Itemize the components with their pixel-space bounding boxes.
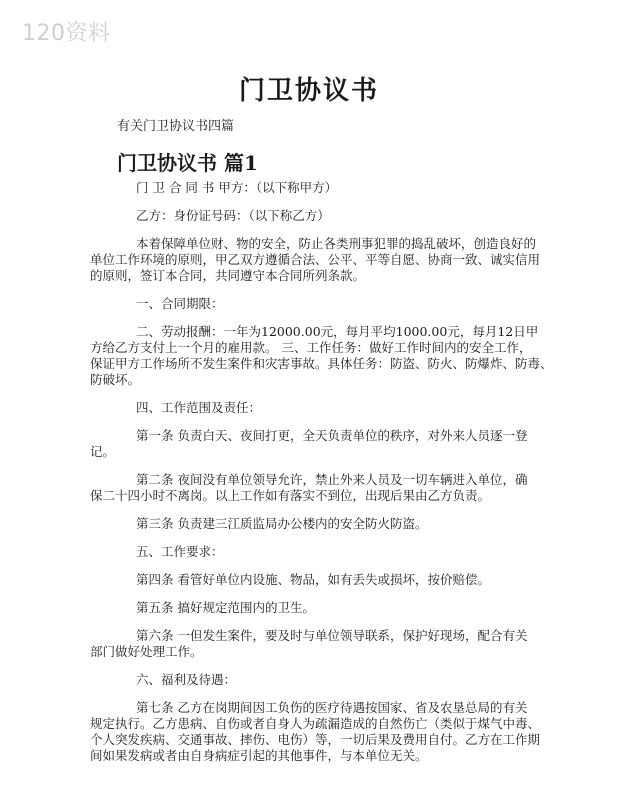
body-line: 第六条 一但发生案件，要及时与单位领导联系，保护好现场，配合有关 xyxy=(136,628,528,643)
body-line: 第五条 搞好规定范围内的卫生。 xyxy=(136,600,315,615)
body-line: 二、劳动报酬：一年为12000.00元，每月平均1000.00元，每月12日甲 xyxy=(136,324,539,339)
body-line: 第一条 负责白天、夜间打更，全天负责单位的秩序，对外来人员逐一登 xyxy=(136,428,528,443)
body-line: 本着保障单位财、物的安全，防止各类刑事犯罪的捣乱破坏，创造良好的 xyxy=(136,236,537,251)
body-line: 乙方：身份证号码：（以下称乙方） xyxy=(136,208,330,223)
body-line: 记。 xyxy=(90,444,116,459)
body-line: 五、工作要求： xyxy=(136,544,224,559)
body-line: 第七条 乙方在岗期间因工负伤的医疗待遇按国家、省及农垦总局的有关 xyxy=(136,700,528,715)
body-line: 规定执行。乙方患病、自伤或者自身人为疏漏造成的自然伤亡（类似于煤气中毒、 xyxy=(90,716,541,731)
body-line: 第四条 看管好单位内设施、物品，如有丢失或损坏，按价赔偿。 xyxy=(136,572,490,587)
section-heading: 门卫协议书 篇1 xyxy=(117,151,258,175)
body-line: 门 卫 合 同 书 甲方：（以下称甲方） xyxy=(136,180,338,195)
document-subtitle: 有关门卫协议书四篇 xyxy=(117,119,235,134)
body-line: 六、福利及待遇： xyxy=(136,672,237,687)
body-line: 个人突发疾病、交通事故、摔伤、电伤）等，一切后果及费用自付。乙方在工作期 xyxy=(90,732,541,747)
body-line: 的原则，签订本合同，共同遵守本合同所列条款。 xyxy=(90,268,366,283)
watermark-logo: 120资料 xyxy=(22,21,111,46)
body-line: 四、工作范围及责任： xyxy=(136,400,262,415)
body-line: 第二条 夜间没有单位领导允许，禁止外来人员及一切车辆进入单位，确 xyxy=(136,472,528,487)
document-title: 门卫协议书 xyxy=(238,76,379,106)
body-line: 单位工作环境的原则，甲乙双方遵循合法、公平、平等自愿、协商一致、诚实信用 xyxy=(90,252,541,267)
body-line: 部门做好处理工作。 xyxy=(90,644,203,659)
body-line: 一、合同期限： xyxy=(136,296,224,311)
body-line: 保证甲方工作场所不发生案件和灾害事故。具体任务：防盗、防火、防爆炸、防毒、 xyxy=(90,356,553,371)
body-line: 间如果发病或者由自身病症引起的其他事件，与本单位无关。 xyxy=(90,748,428,763)
body-line: 防破坏。 xyxy=(90,372,141,387)
body-line: 第三条 负责建三江质监局办公楼内的安全防火防盗。 xyxy=(136,516,428,531)
body-line: 方给乙方支付上一个月的雇用款。 三、工作任务：做好工作时间内的安全工作， xyxy=(90,340,532,355)
body-line: 保二十四小时不离岗。以上工作如有落实不到位，出现后果由乙方负责。 xyxy=(90,488,491,503)
